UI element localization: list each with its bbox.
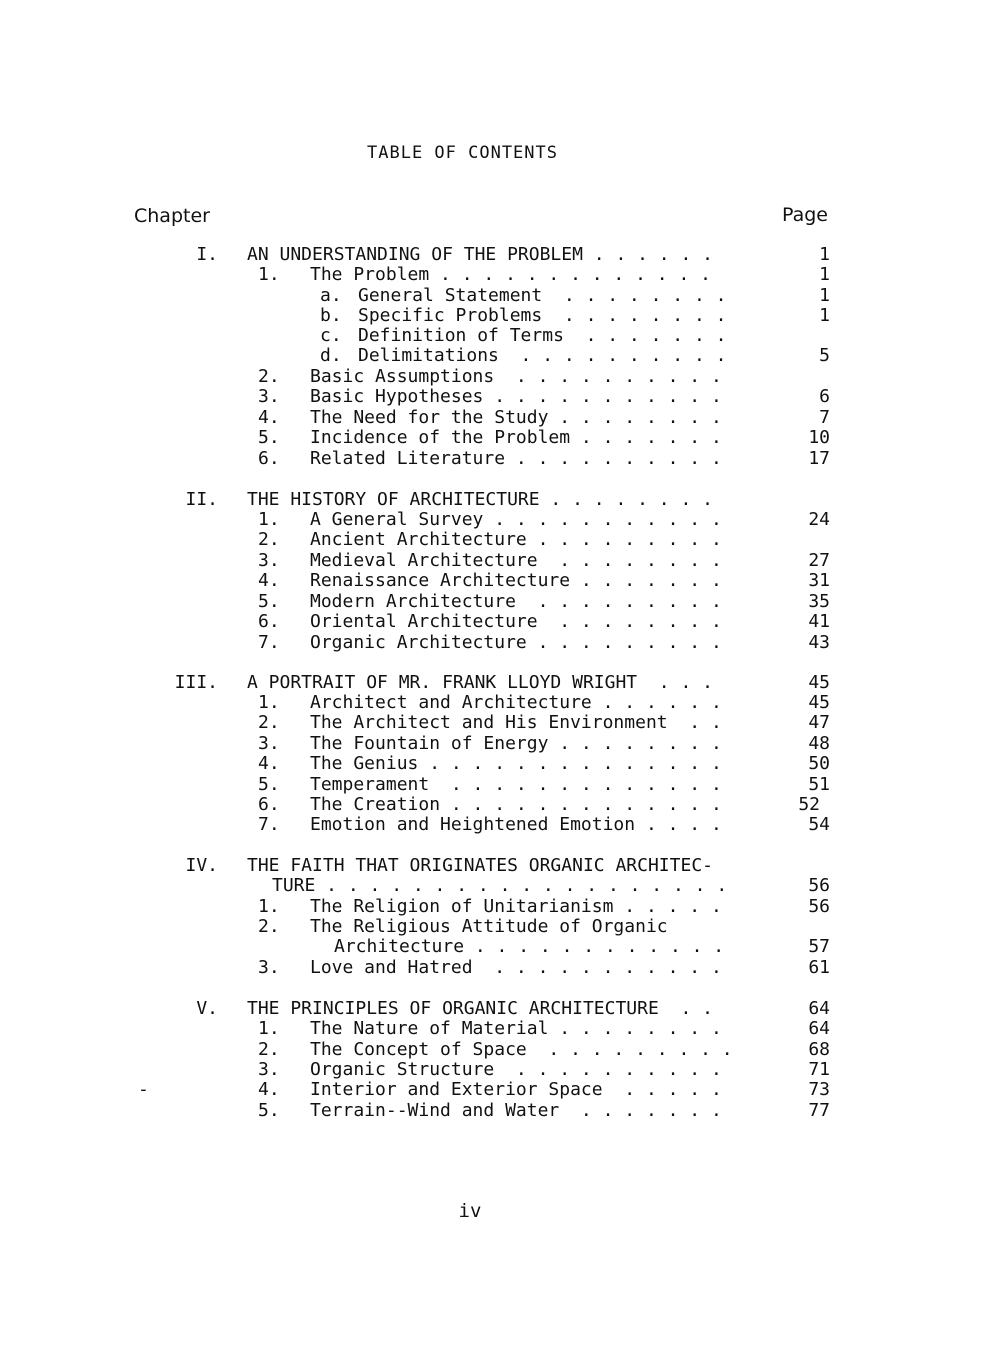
entry-title: The Architect and His Environment . . <box>310 712 722 733</box>
entry-title: The Concept of Space . . . . . . . . . <box>310 1039 733 1060</box>
entry-number: 6. <box>258 794 280 815</box>
entry-title: Renaissance Architecture . . . . . . . <box>310 570 722 591</box>
chapter-numeral: II. <box>185 489 218 510</box>
chapter-title: THE FAITH THAT ORIGINATES ORGANIC ARCHITEC- <box>247 855 713 876</box>
entry-page: 73 <box>808 1079 830 1100</box>
entry-number: 5. <box>258 774 280 795</box>
entry-page: 24 <box>808 509 830 530</box>
entry-title: Love and Hatred . . . . . . . . . . . <box>310 957 722 978</box>
entry-title: The Genius . . . . . . . . . . . . . . <box>310 753 722 774</box>
entry-number: d. <box>320 345 342 366</box>
chapter-title-continued: TURE . . . . . . . . . . . . . . . . . . . <box>272 875 728 896</box>
entry-title: Oriental Architecture . . . . . . . . <box>310 611 722 632</box>
entry-number: 4. <box>258 753 280 774</box>
entry-page: 1 <box>819 264 830 285</box>
entry-page: 54 <box>808 814 830 835</box>
entry-title: The Need for the Study . . . . . . . . <box>310 407 722 428</box>
chapter-title: THE PRINCIPLES OF ORGANIC ARCHITECTURE . . <box>247 998 713 1019</box>
entry-page: 47 <box>808 712 830 733</box>
entry-page: 71 <box>808 1059 830 1080</box>
chapter-numeral: IV. <box>185 855 218 876</box>
chapter-title: AN UNDERSTANDING OF THE PROBLEM . . . . . . <box>247 244 713 265</box>
entry-number: 6. <box>258 448 280 469</box>
entry-page: 17 <box>808 448 830 469</box>
entry-page: 1 <box>819 305 830 326</box>
entry-page: 1 <box>819 285 830 306</box>
entry-number: 5. <box>258 591 280 612</box>
entry-number: c. <box>320 325 342 346</box>
entry-page: 68 <box>808 1039 830 1060</box>
entry-title: Delimitations . . . . . . . . . . <box>358 345 727 366</box>
entry-page: 5 <box>819 345 830 366</box>
entry-title: The Fountain of Energy . . . . . . . . <box>310 733 722 754</box>
entry-title: Basic Assumptions . . . . . . . . . . <box>310 366 722 387</box>
entry-number: 3. <box>258 957 280 978</box>
entry-number: 2. <box>258 712 280 733</box>
entry-title: Organic Architecture . . . . . . . . . <box>310 632 722 653</box>
entry-page: 35 <box>808 591 830 612</box>
entry-title-continued: Architecture . . . . . . . . . . . . <box>334 936 725 957</box>
entry-title: The Creation . . . . . . . . . . . . . <box>310 794 722 815</box>
entry-title: Terrain--Wind and Water . . . . . . . <box>310 1100 722 1121</box>
entry-number: 1. <box>258 1018 280 1039</box>
entry-page: 56 <box>808 896 830 917</box>
chapter-page: 64 <box>808 998 830 1019</box>
entry-number: 2. <box>258 916 280 937</box>
entry-title: The Religious Attitude of Organic <box>310 916 668 937</box>
entry-page: 61 <box>808 957 830 978</box>
entry-page: 27 <box>808 550 830 571</box>
entry-title: Modern Architecture . . . . . . . . . <box>310 591 722 612</box>
entry-number: 4. <box>258 407 280 428</box>
entry-page: 45 <box>808 692 830 713</box>
entry-title: The Problem . . . . . . . . . . . . . <box>310 264 711 285</box>
entry-page: 50 <box>808 753 830 774</box>
entry-number: 1. <box>258 509 280 530</box>
entry-number: 6. <box>258 611 280 632</box>
entry-number: 2. <box>258 529 280 550</box>
margin-mark: - <box>138 1079 149 1100</box>
page-number: iv <box>458 1200 482 1222</box>
chapter-page: 56 <box>808 875 830 896</box>
entry-number: 7. <box>258 632 280 653</box>
entry-number: b. <box>320 305 342 326</box>
entry-page: 31 <box>808 570 830 591</box>
chapter-title: A PORTRAIT OF MR. FRANK LLOYD WRIGHT . . . <box>247 672 713 693</box>
entry-number: 3. <box>258 733 280 754</box>
entry-number: 2. <box>258 1039 280 1060</box>
chapter-column-label: Chapter <box>134 205 210 227</box>
entry-title: A General Survey . . . . . . . . . . . <box>310 509 722 530</box>
entry-title: Architect and Architecture . . . . . . <box>310 692 722 713</box>
entry-title: Definition of Terms . . . . . . . <box>358 325 727 346</box>
chapter-page: 1 <box>819 244 830 265</box>
entry-title: Organic Structure . . . . . . . . . . <box>310 1059 722 1080</box>
entry-title: General Statement . . . . . . . . <box>358 285 727 306</box>
entry-page: 57 <box>808 936 830 957</box>
entry-page: 10 <box>808 427 830 448</box>
page-column-label: Page <box>782 204 828 226</box>
entry-title: The Nature of Material . . . . . . . . <box>310 1018 722 1039</box>
chapter-numeral: V. <box>196 998 218 1019</box>
entry-number: 3. <box>258 1059 280 1080</box>
entry-title: The Religion of Unitarianism . . . . . <box>310 896 722 917</box>
entry-title: Emotion and Heightened Emotion . . . . <box>310 814 722 835</box>
entry-number: 1. <box>258 692 280 713</box>
chapter-numeral: I. <box>196 244 218 265</box>
entry-page: 6 <box>819 386 830 407</box>
entry-page: 7 <box>819 407 830 428</box>
entry-page: 41 <box>808 611 830 632</box>
entry-number: 7. <box>258 814 280 835</box>
entry-page: 52 <box>798 794 820 815</box>
entry-page: 77 <box>808 1100 830 1121</box>
entry-title: Interior and Exterior Space . . . . . <box>310 1079 722 1100</box>
entry-number: 3. <box>258 550 280 571</box>
entry-title: Incidence of the Problem . . . . . . . <box>310 427 722 448</box>
entry-title: Temperament . . . . . . . . . . . . . <box>310 774 722 795</box>
chapter-page: 45 <box>808 672 830 693</box>
chapter-numeral: III. <box>174 672 218 693</box>
entry-number: 1. <box>258 896 280 917</box>
entry-number: 3. <box>258 386 280 407</box>
entry-number: 5. <box>258 427 280 448</box>
chapter-title: THE HISTORY OF ARCHITECTURE . . . . . . . . <box>247 489 713 510</box>
entry-title: Specific Problems . . . . . . . . <box>358 305 727 326</box>
entry-number: 1. <box>258 264 280 285</box>
entry-page: 43 <box>808 632 830 653</box>
entry-title: Basic Hypotheses . . . . . . . . . . . <box>310 386 722 407</box>
entry-number: 5. <box>258 1100 280 1121</box>
entry-number: 4. <box>258 1079 280 1100</box>
entry-number: 2. <box>258 366 280 387</box>
entry-number: 4. <box>258 570 280 591</box>
entry-title: Related Literature . . . . . . . . . . <box>310 448 722 469</box>
entry-page: 64 <box>808 1018 830 1039</box>
entry-number: a. <box>320 285 342 306</box>
entry-title: Medieval Architecture . . . . . . . . <box>310 550 722 571</box>
page-title: TABLE OF CONTENTS <box>367 143 558 163</box>
entry-title: Ancient Architecture . . . . . . . . . <box>310 529 722 550</box>
entry-page: 51 <box>808 774 830 795</box>
entry-page: 48 <box>808 733 830 754</box>
